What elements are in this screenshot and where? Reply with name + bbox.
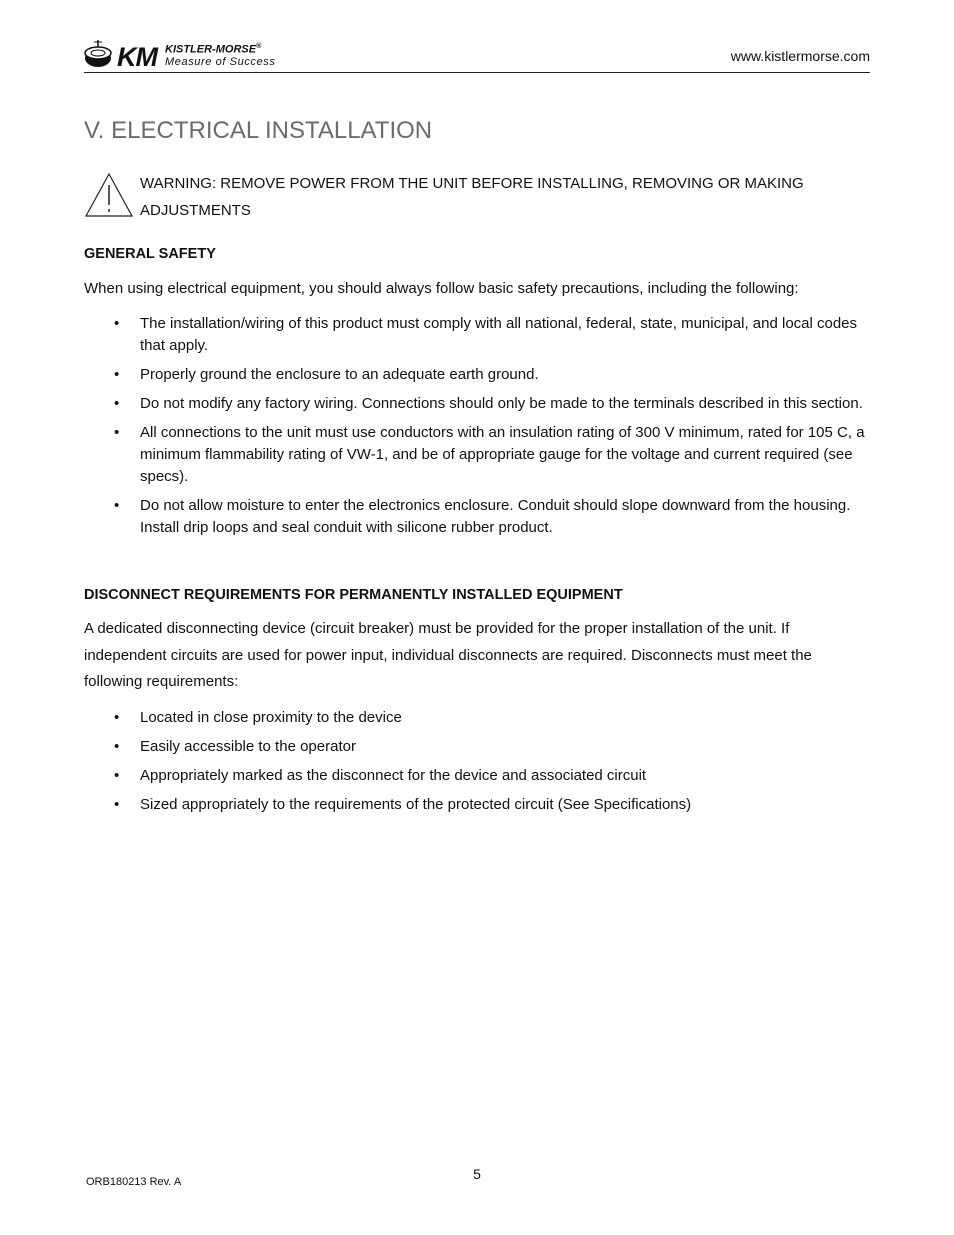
bullet: •: [114, 497, 120, 514]
registered-mark: ®: [256, 43, 262, 50]
disconnect-heading: DISCONNECT REQUIREMENTS FOR PERMANENTLY INSTALLED EQUIPMENT: [84, 587, 623, 603]
list-item: [84, 422, 870, 488]
page-header: [84, 36, 870, 73]
kistler-morse-logo: [84, 38, 284, 70]
general-safety-list: [84, 313, 870, 546]
list-item-text: Properly ground the enclosure to an adequate earth ground.: [140, 366, 539, 383]
site-url: www.kistlermorse.com: [730, 48, 870, 64]
list-item-text: Located in close proximity to the device: [140, 709, 402, 726]
bullet: •: [114, 366, 120, 383]
list-item-text: The installation/wiring of this product must comply with all national, federal, state, municipal, and local codes that apply.: [140, 315, 858, 354]
list-item-text: Do not modify any factory wiring. Connections should only be made to the terminals described in this section.: [140, 395, 863, 412]
list-item: [84, 495, 870, 539]
list-item: [84, 765, 870, 787]
logo-brand-text: KISTLER-MORSE: [165, 43, 257, 56]
list-item: [84, 364, 870, 386]
list-item-text: Easily accessible to the operator: [140, 738, 356, 755]
disconnect-intro: A dedicated disconnecting device (circuit breaker) must be provided for the proper installation of the unit. If independent circuits are used for power input, individual disconnects are required. Disconnects must meet the following requirements:: [84, 620, 812, 690]
list-item: [84, 313, 870, 357]
bullet: •: [114, 424, 120, 441]
bullet: •: [114, 315, 120, 332]
logo-brand: [165, 43, 261, 56]
bullet: •: [114, 767, 120, 784]
bullet: •: [114, 709, 120, 726]
list-item-text: Do not allow moisture to enter the electronics enclosure. Conduit should slope downward from the housing. Install drip loops and seal conduit with silicone rubber product.: [140, 497, 851, 536]
list-item: [84, 707, 870, 729]
list-item-text: Sized appropriately to the requirements of the protected circuit (See Specifications): [140, 796, 692, 813]
list-item: [84, 794, 870, 816]
warning-text: WARNING: REMOVE POWER FROM THE UNIT BEFORE INSTALLING, REMOVING OR MAKING ADJUSTMENTS: [140, 175, 804, 219]
bullet: •: [114, 395, 120, 412]
page-number: 5: [473, 1166, 481, 1182]
km-globe-icon: [84, 38, 114, 70]
list-item-text: All connections to the unit must use conductors with an insulation rating of 300 V minimum, rated for 105 C, a minimum flammability rating of VW-1, and be of appropriate gauge for the voltage and current required (see specs).: [140, 424, 865, 485]
bullet: •: [114, 738, 120, 755]
warning-triangle-icon: [84, 172, 134, 218]
disconnect-list: [84, 707, 870, 823]
list-item: [84, 736, 870, 758]
logo-letters: KM: [117, 42, 157, 72]
bullet: •: [114, 796, 120, 813]
logo-tagline: Measure of Success: [165, 56, 276, 68]
list-item-text: Appropriately marked as the disconnect for the device and associated circuit: [140, 767, 647, 784]
document-id: ORB180213 Rev. A: [86, 1176, 182, 1188]
list-item: [84, 393, 870, 415]
general-safety-intro: When using electrical equipment, you should always follow basic safety precautions, including the following:: [84, 280, 799, 297]
section-title: V. ELECTRICAL INSTALLATION: [84, 117, 433, 144]
general-safety-heading: GENERAL SAFETY: [84, 246, 216, 262]
